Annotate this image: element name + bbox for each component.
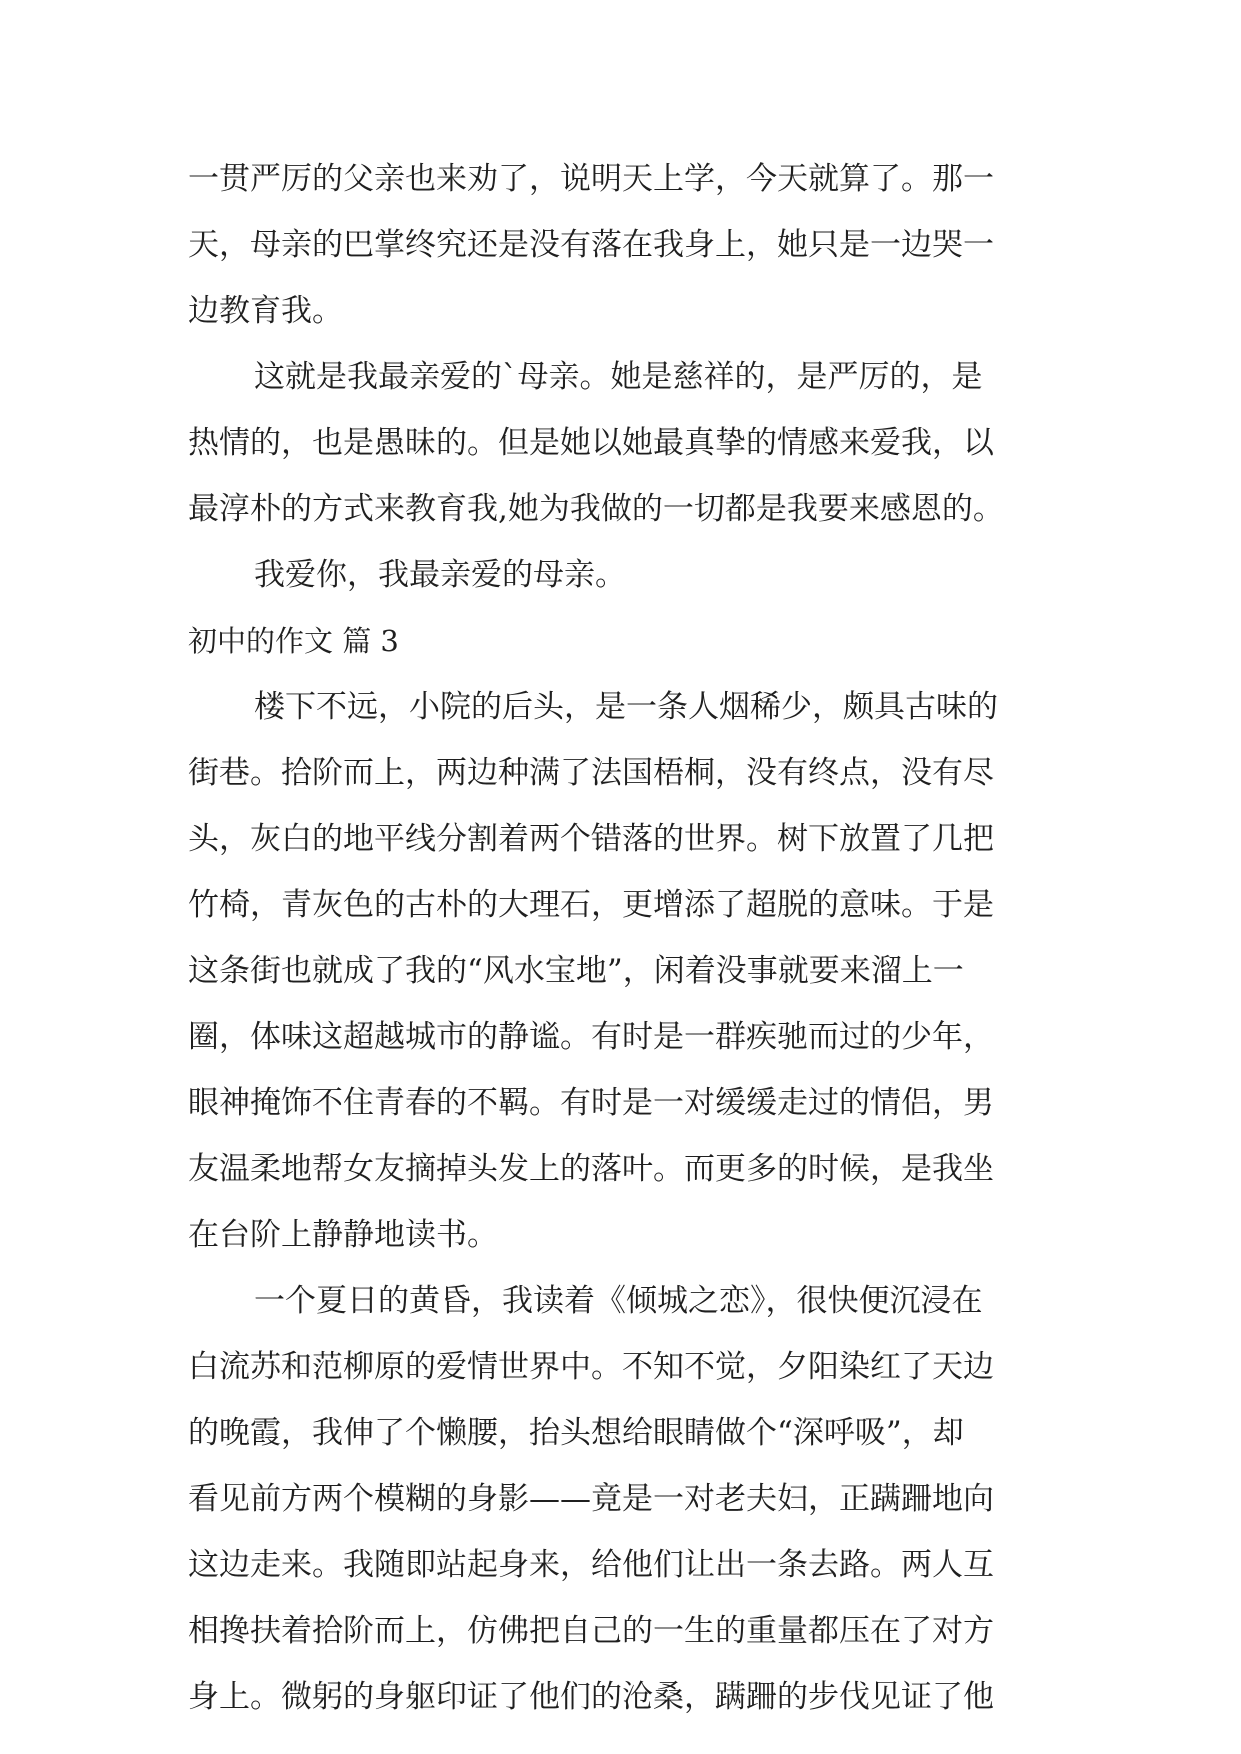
text-line: 这边走来。我随即站起身来，给他们让出一条去路。两人互 (188, 1547, 994, 1583)
paragraph-first-line: 楼下不远，小院的后头，是一条人烟稀少，颇具古味的 (254, 689, 998, 725)
paragraph-first-line: 一个夏日的黄昏，我读着《倾城之恋》，很快便沉浸在 (254, 1283, 983, 1319)
text-line: 眼神掩饰不住青春的不羁。有时是一对缓缓走过的情侣，男 (188, 1085, 994, 1121)
paragraph-first-line: 我爱你，我最亲爱的母亲。 (254, 557, 626, 593)
text-line: 街巷。拾阶而上，两边种满了法国梧桐，没有终点，没有尽 (188, 755, 994, 791)
paragraph-first-line: 这就是我最亲爱的`母亲。她是慈祥的，是严厉的，是 (254, 359, 983, 395)
text-line: 竹椅，青灰色的古朴的大理石，更增添了超脱的意味。于是 (188, 887, 994, 923)
text-line: 白流苏和范柳原的爱情世界中。不知不觉，夕阳染红了天边 (188, 1349, 994, 1385)
document-body (188, 146, 1048, 1730)
text-line: 的晚霞，我伸了个懒腰，抬头想给眼睛做个“深呼吸”，却 (188, 1415, 964, 1451)
text-line: 身上。微躬的身躯印证了他们的沧桑，蹒跚的步伐见证了他 (188, 1679, 994, 1715)
text-line: 热情的，也是愚昧的。但是她以她最真挚的情感来爱我，以 (188, 425, 994, 461)
section-heading: 初中的作文 篇 3 (188, 624, 399, 658)
text-line: 天，母亲的巴掌终究还是没有落在我身上，她只是一边哭一 (188, 227, 994, 263)
text-line: 这条街也就成了我的“风水宝地”，闲着没事就要来溜上一 (188, 953, 964, 989)
text-line: 头，灰白的地平线分割着两个错落的世界。树下放置了几把 (188, 821, 994, 857)
text-line: 一贯严厉的父亲也来劝了，说明天上学，今天就算了。那一 (188, 161, 994, 197)
text-line: 看见前方两个模糊的身影——竟是一对老夫妇，正蹒跚地向 (188, 1481, 994, 1517)
text-line: 最淳朴的方式来教育我,她为我做的一切都是我要来感恩的。 (188, 491, 1004, 527)
text-line: 圈，体味这超越城市的静谧。有时是一群疾驰而过的少年， (188, 1019, 994, 1055)
text-line: 友温柔地帮女友摘掉头发上的落叶。而更多的时候，是我坐 (188, 1151, 994, 1187)
text-line: 相搀扶着拾阶而上，仿佛把自己的一生的重量都压在了对方 (188, 1613, 994, 1649)
text-line: 边教育我。 (188, 293, 343, 329)
text-line: 在台阶上静静地读书。 (188, 1217, 498, 1253)
